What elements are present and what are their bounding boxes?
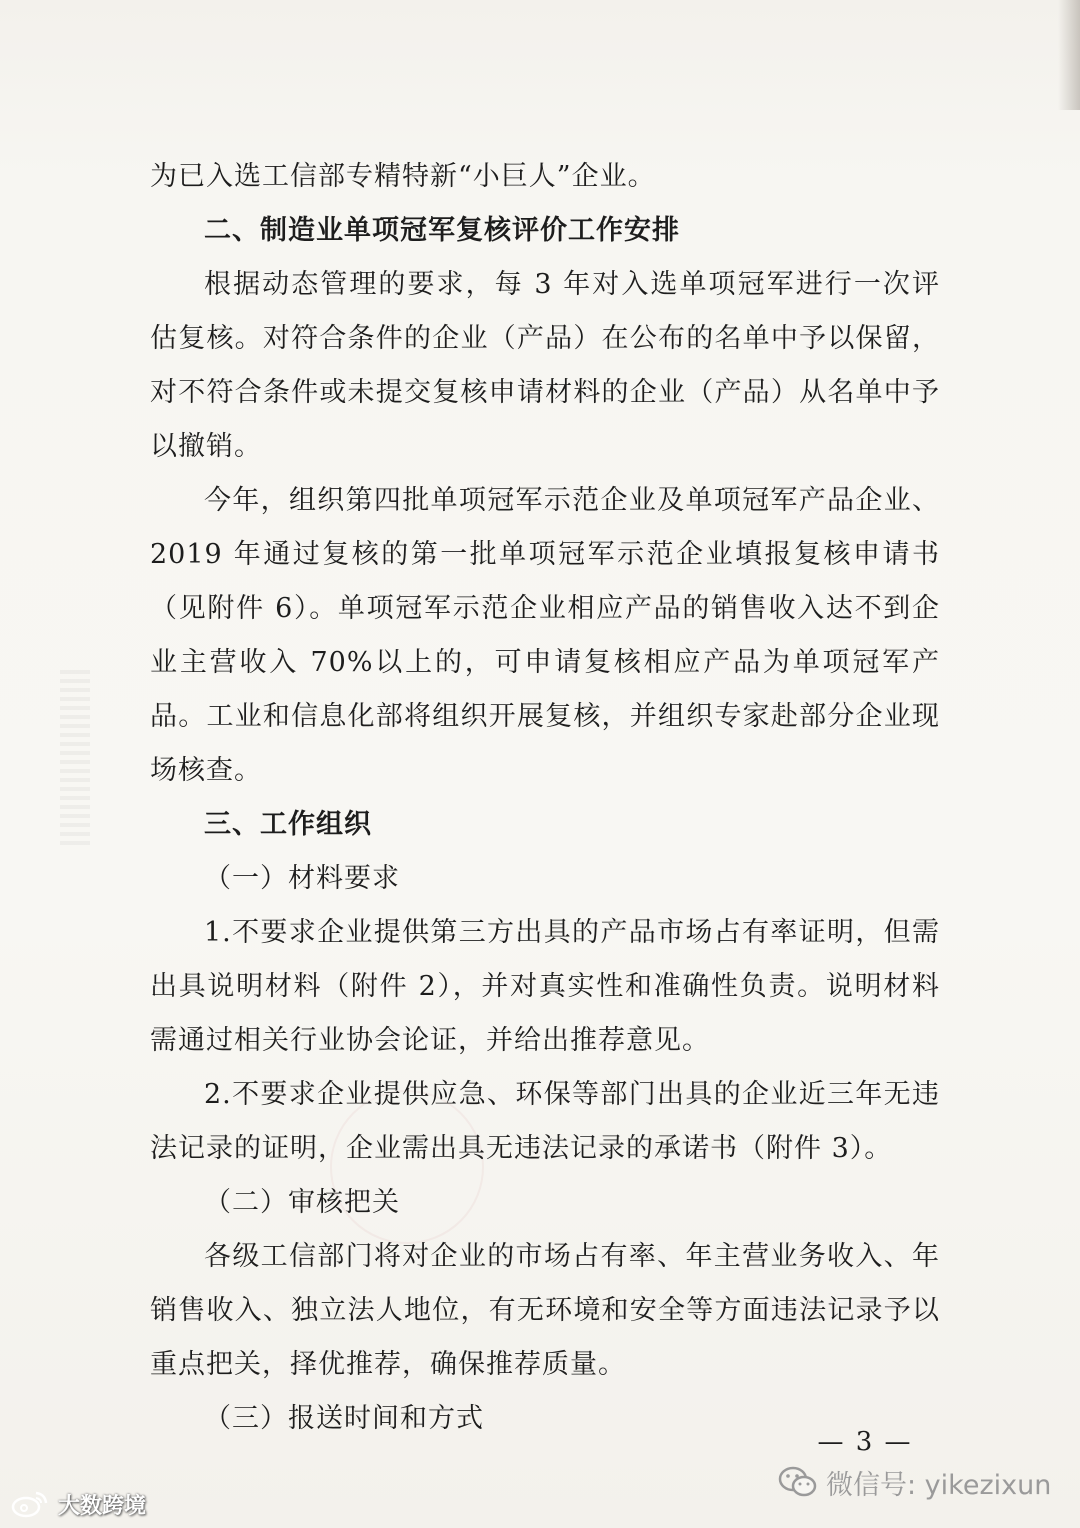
- wechat-icon: [778, 1465, 818, 1499]
- document-body: [150, 150, 940, 1446]
- wechat-watermark: [778, 1462, 1051, 1502]
- weibo-icon: [10, 1489, 50, 1519]
- paragraph-review: 各级工信部门将对企业的市场占有率、年主营业务收入、年销售收入、独立法人地位，有无环境和安全等方面违法记录予以重点把关，择优推荐，确保推荐质量。: [150, 1241, 940, 1380]
- paragraph-continuation: 为已入选工信部专精特新“小巨人”企业。: [150, 161, 656, 192]
- paragraph-dynamic-management: 根据动态管理的要求，每 3 年对入选单项冠军进行一次评估复核。对符合条件的企业（产品）在公布的名单中予以保留，对不符合条件或未提交复核申请材料的企业（产品）从名单中予以撤销。: [150, 269, 940, 462]
- bleed-through-mark: [60, 670, 90, 850]
- section-heading-2: 二、制造业单项冠军复核评价工作安排: [204, 215, 680, 246]
- paragraph-item-2: 2.不要求企业提供应急、环保等部门出具的企业近三年无违法记录的证明，企业需出具无违法记录的承诺书（附件 3）。: [150, 1079, 940, 1164]
- brand-watermark: [10, 1486, 146, 1522]
- brand-text: 大数跨境: [58, 1493, 147, 1519]
- section-heading-3: 三、工作组织: [204, 809, 372, 840]
- wechat-id-text: 微信号: yikezixun: [826, 1469, 1052, 1501]
- page-number: — 3 —: [817, 1427, 913, 1457]
- scan-edge-shadow: [1058, 0, 1080, 110]
- subheading-review: （二）审核把关: [204, 1187, 400, 1218]
- subheading-material-requirements: （一）材料要求: [204, 863, 400, 894]
- subheading-submission: （三）报送时间和方式: [204, 1403, 484, 1434]
- paragraph-this-year: 今年，组织第四批单项冠军示范企业及单项冠军产品企业、2019 年通过复核的第一批单项冠军示范企业填报复核申请书（见附件 6）。单项冠军示范企业相应产品的销售收入达不到企业主营收入 70%以上的，可申请复核相应产品为单项冠军产品。工业和信息化部将组织开展复核，并组织专家赴部分企业现场核查。: [150, 485, 940, 786]
- paragraph-item-1: 1.不要求企业提供第三方出具的产品市场占有率证明，但需出具说明材料（附件 2），并对真实性和准确性负责。说明材料需通过相关行业协会论证，并给出推荐意见。: [150, 917, 940, 1056]
